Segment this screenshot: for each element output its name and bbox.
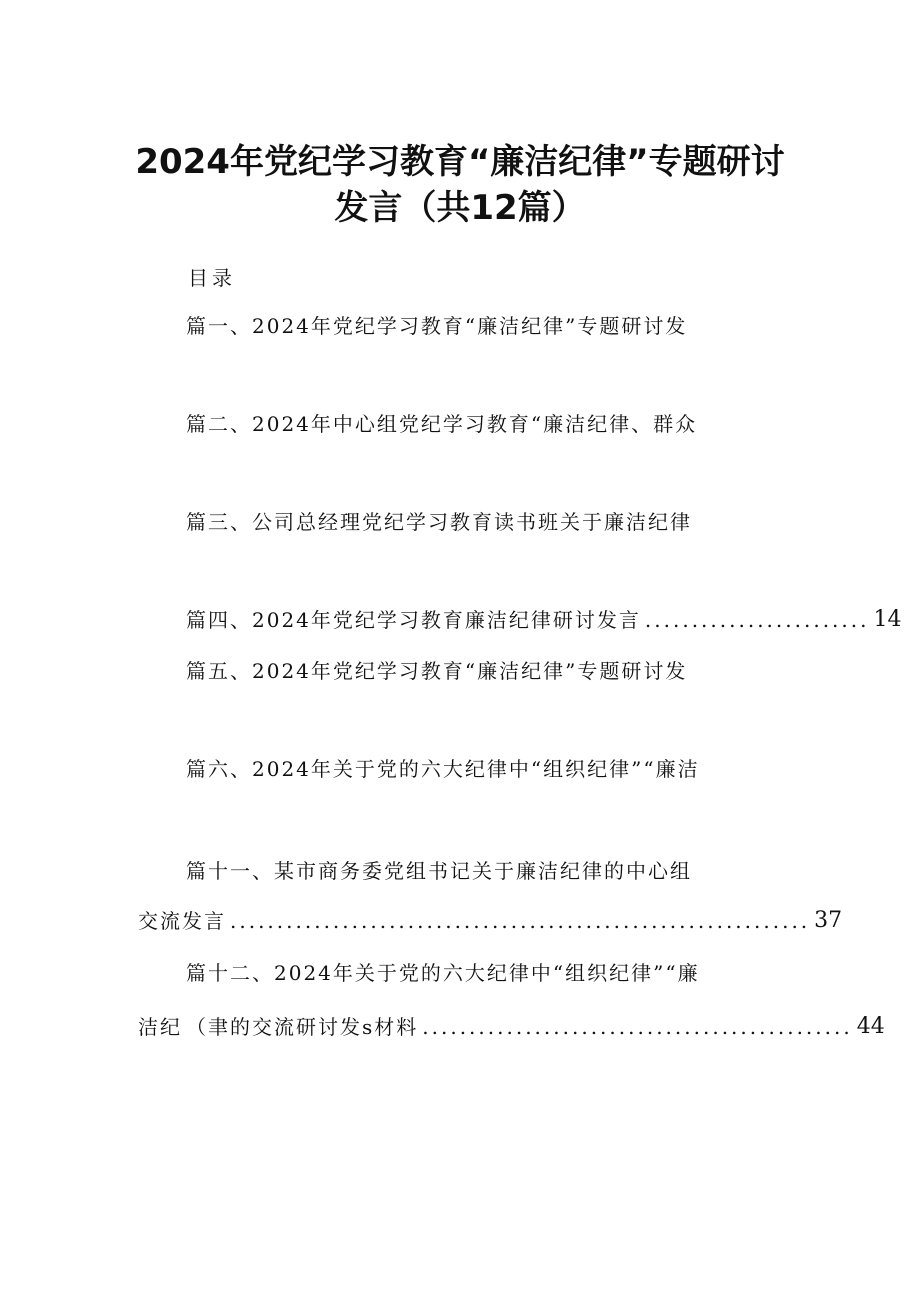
toc-page-number: 14 xyxy=(873,607,902,632)
toc-entry-text: 洁纪 xyxy=(138,1015,182,1039)
toc-entry-11-continuation[interactable] xyxy=(138,906,843,936)
toc-entry-text: （聿的交流研讨发s材料 xyxy=(186,1015,419,1039)
toc-entry-5[interactable]: 篇五、2024年党纪学习教育“廉洁纪律”专题研讨发 xyxy=(186,659,688,683)
document-title-line-2: 发言（共12篇） xyxy=(334,188,586,228)
document-title-line-1: 2024年党纪学习教育“廉洁纪律”专题研讨 xyxy=(135,142,785,182)
toc-entry-text: 篇四、2024年党纪学习教育廉洁纪律研讨发言 xyxy=(186,608,641,632)
toc-entry-12-continuation[interactable] xyxy=(138,1012,885,1042)
toc-entry-11[interactable]: 篇十一、某市商务委党组书记关于廉洁纪律的中心组 xyxy=(186,859,692,883)
toc-entry-6[interactable]: 篇六、2024年关于党的六大纪律中“组织纪律”“廉洁 xyxy=(186,757,700,781)
toc-page-number: 37 xyxy=(814,908,843,933)
dot-leader: .............................................................. xyxy=(230,909,811,933)
toc-entry-text: 交流发言 xyxy=(138,909,226,933)
toc-heading: 目录 xyxy=(188,266,236,290)
dot-leader: ........................ xyxy=(644,608,870,632)
toc-entry-4[interactable] xyxy=(186,605,902,635)
dot-leader: .............................................. xyxy=(422,1015,853,1039)
toc-entry-2[interactable]: 篇二、2024年中心组党纪学习教育“廉洁纪律、群众 xyxy=(186,412,698,436)
toc-page-number: 44 xyxy=(856,1014,885,1039)
toc-entry-3[interactable]: 篇三、公司总经理党纪学习教育读书班关于廉洁纪律 xyxy=(186,510,692,534)
toc-entry-1[interactable]: 篇一、2024年党纪学习教育“廉洁纪律”专题研讨发 xyxy=(186,314,688,338)
toc-entry-12[interactable]: 篇十二、2024年关于党的六大纪律中“组织纪律”“廉 xyxy=(186,961,700,985)
